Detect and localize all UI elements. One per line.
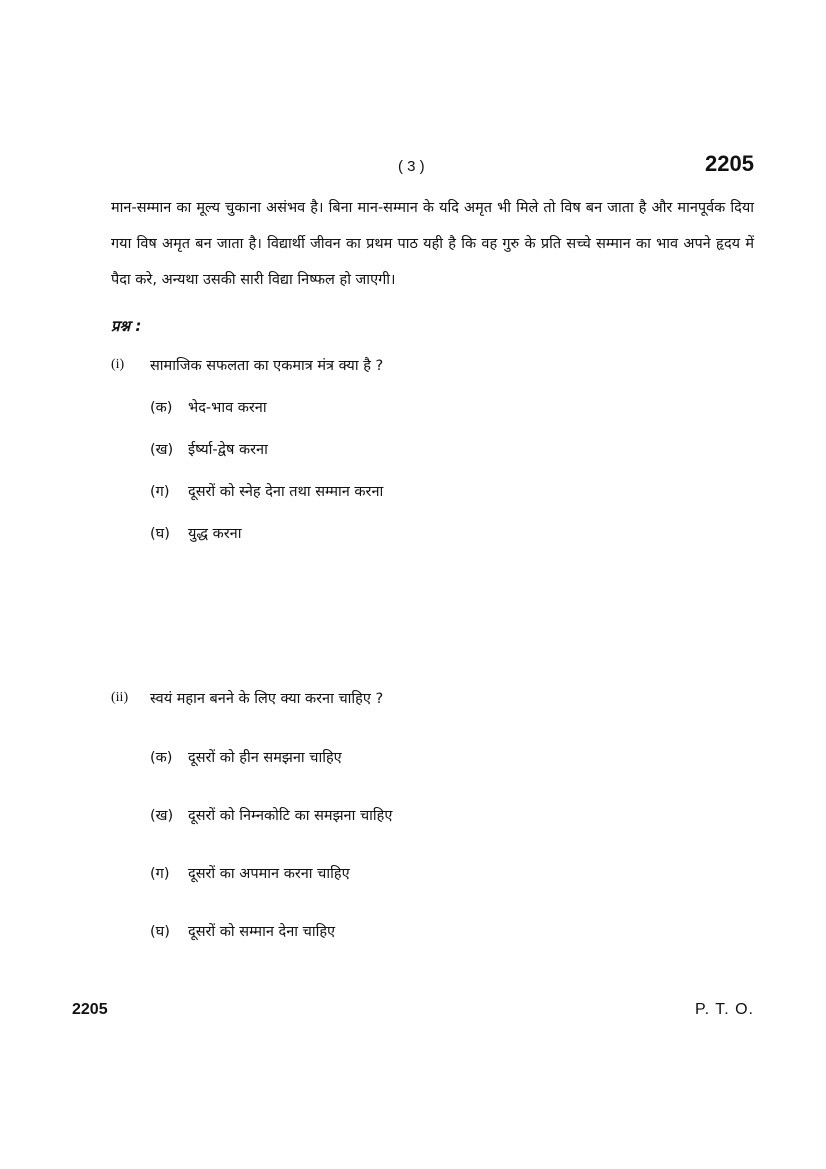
option-text: दूसरों को सम्मान देना चाहिए (188, 924, 336, 940)
option-label: (क) (150, 750, 173, 766)
questions-heading: प्रश्न : (111, 317, 142, 335)
question-1-option-d (150, 523, 241, 543)
option-label: (ख) (150, 808, 174, 824)
question-2-option-d (150, 921, 335, 941)
option-text: दूसरों को स्नेह देना तथा सम्मान करना (188, 484, 384, 500)
question-1-text: सामाजिक सफलता का एकमात्र मंत्र क्या है ? (150, 358, 384, 374)
option-text: भेद-भाव करना (188, 400, 267, 416)
question-2-text: स्वयं महान बनने के लिए क्या करना चाहिए ? (150, 691, 384, 707)
option-label: (ग) (150, 866, 170, 882)
question-1-option-b (150, 439, 268, 459)
question-1-number: (i) (111, 357, 125, 372)
pto-label: P. T. O. (695, 1001, 754, 1018)
question-2-option-a (150, 747, 342, 767)
question-1-option-c (150, 481, 383, 501)
option-text: युद्ध करना (188, 526, 242, 542)
option-text: दूसरों को हीन समझना चाहिए (188, 750, 342, 766)
passage-text: मान-सम्मान का मूल्य चुकाना असंभव है। बिना मान-सम्मान के यदि अमृत भी मिले तो विष बन जाता है और मानपूर्वक दिया गया विष अमृत बन जाता है। विद्यार्थी जीवन का प्रथम पाठ यही है कि वह गुरु के प्रति सच्चे सम्मान का भाव अपने हृदय में पैदा करे, अन्यथा उसकी सारी विद्या निष्फल हो जाएगी। (111, 200, 754, 288)
question-2-number: (ii) (111, 690, 129, 705)
paper-code-footer: 2205 (72, 1001, 108, 1018)
option-label: (ख) (150, 442, 174, 458)
option-text: दूसरों को निम्नकोटि का समझना चाहिए (188, 808, 393, 824)
option-label: (घ) (150, 924, 170, 940)
option-label: (घ) (150, 526, 170, 542)
question-2-option-b (150, 805, 392, 825)
page-number: ( 3 ) (398, 158, 425, 175)
option-text: ईर्ष्या-द्वेष करना (188, 442, 268, 458)
option-label: (ग) (150, 484, 170, 500)
option-label: (क) (150, 400, 173, 416)
question-1-option-a (150, 397, 267, 417)
option-text: दूसरों का अपमान करना चाहिए (188, 866, 350, 882)
paper-code-header: 2205 (705, 151, 754, 176)
question-2-option-c (150, 863, 350, 883)
